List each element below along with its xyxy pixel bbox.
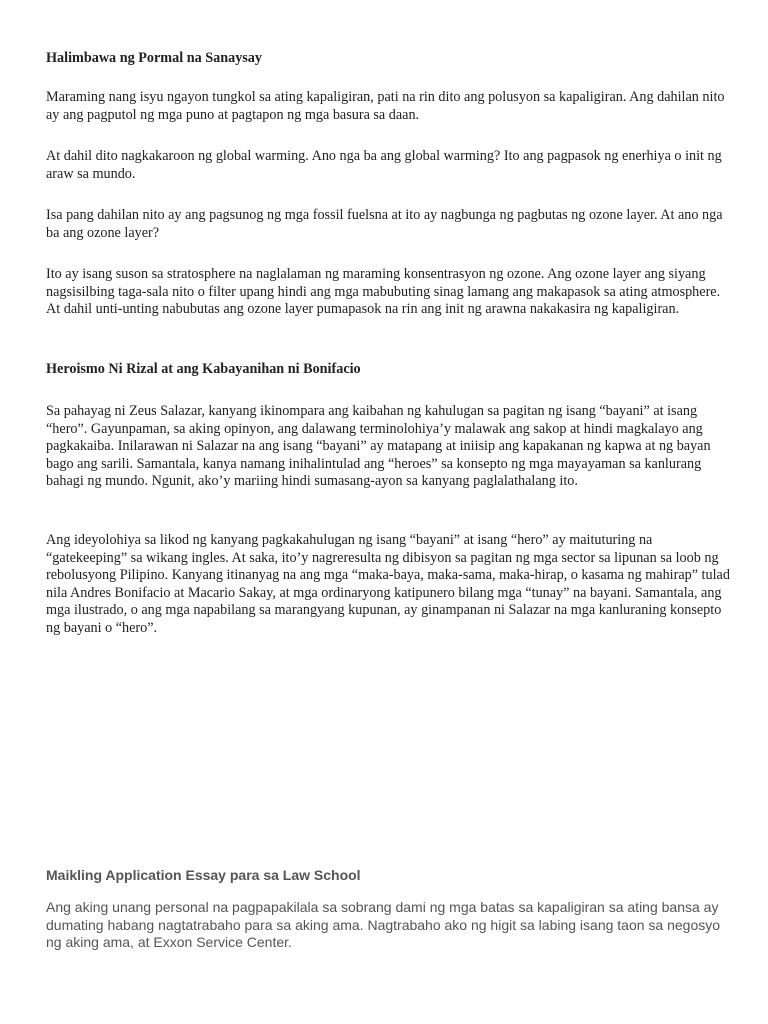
paragraph (46, 148, 732, 183)
paragraph-text: At dahil dito nagkakaroon ng global warming. Ano nga ba ang global warming? Ito ang pagpasok ng enerhiya o init ng araw sa mundo. (46, 148, 722, 182)
paragraph (46, 89, 732, 124)
section-essay-environment (46, 50, 732, 68)
paragraph (46, 403, 732, 491)
paragraph-text: Ang ideyolohiya sa likod ng kanyang pagkakahulugan ng isang “bayani” at isang “hero” ay maituturing na “gatekeeping” sa wikang ingles. At saka, ito’y nagreresulta ng dibisyon sa pagitan ng mga sector sa lipunan sa loob ng rebolusyong Pilipino. Kanyang itinanyag na ang mga “maka-baya, maka-sama, maka-hirap, o kasama ng mahirap” tulad nila Andres Bonifacio at Macario Sakay, at mga ordinaryong katipunero bilang mga “tunay” na bayani. Samantala, ang mga ilustrado, o ang mga napabilang sa marangyang kupunan, ay ginampanan ni Salazar na mga kanluraning konsepto ng bayani o “hero”. (46, 532, 730, 636)
paragraph-text: Maraming nang isyu ngayon tungkol sa ating kapaligiran, pati na rin dito ang polusyon sa kapaligiran. Ang dahilan nito ay ang pagputol ng mga puno at pagtapon ng mga basura sa daan. (46, 89, 725, 123)
section-title: Halimbawa ng Pormal na Sanaysay (46, 50, 262, 66)
paragraph-text: Isa pang dahilan nito ay ang pagsunog ng mga fossil fuelsna at ito ay nagbunga ng pagbutas ng ozone layer. At ano nga ba ang ozone layer? (46, 207, 723, 241)
paragraph-text: Sa pahayag ni Zeus Salazar, kanyang ikinompara ang kaibahan ng kahulugan sa pagitan ng isang “bayani” at isang “hero”. Gayunpaman, sa aking opinyon, ang dalawang terminolohiya’y malawak ang sakop at hindi magkalayo ang pagkakaiba. Inilarawan ni Salazar na ang isang “bayani” ay matapang at iniisip ang kapakanan ng kapwa at ng bayan bago ang sarili. Samantala, kanya namang inihalintulad ang “heroes” sa konsepto ng mga mayayaman sa kanlurang bahagi ng mundo. Ngunit, ako’y mariing hindi sumasang-ayon sa kanyang paglalathalang ito. (46, 403, 711, 489)
section-title: Heroismo Ni Rizal at ang Kabayanihan ni Bonifacio (46, 361, 361, 377)
paragraph (46, 899, 732, 952)
paragraph-text: Ang aking unang personal na pagpapakilala sa sobrang dami ng mga batas sa kapaligiran sa ating bansa ay dumating habang nagtatrabaho para sa aking ama. Nagtrabaho ako ng higit sa labing isang taon sa negosyo ng aking ama, at Exxon Service Center. (46, 899, 721, 950)
section-essay-law-school (46, 867, 732, 885)
paragraph (46, 532, 732, 637)
section-essay-heroism (46, 361, 732, 379)
paragraph (46, 207, 732, 242)
section-title: Maikling Application Essay para sa Law School (46, 867, 361, 883)
paragraph (46, 266, 732, 319)
paragraph-text: Ito ay isang suson sa stratosphere na naglalaman ng maraming konsentrasyon ng ozone. Ang ozone layer ang siyang nagsisilbing taga-sala nito o filter upang hindi ang mga mabubuting sinag lamang ang makapasok sa ating atmosphere. At dahil unti-unting nabubutas ang ozone layer pumapasok na rin ang init ng arawna nakakasira ng kapaligiran. (46, 266, 721, 317)
